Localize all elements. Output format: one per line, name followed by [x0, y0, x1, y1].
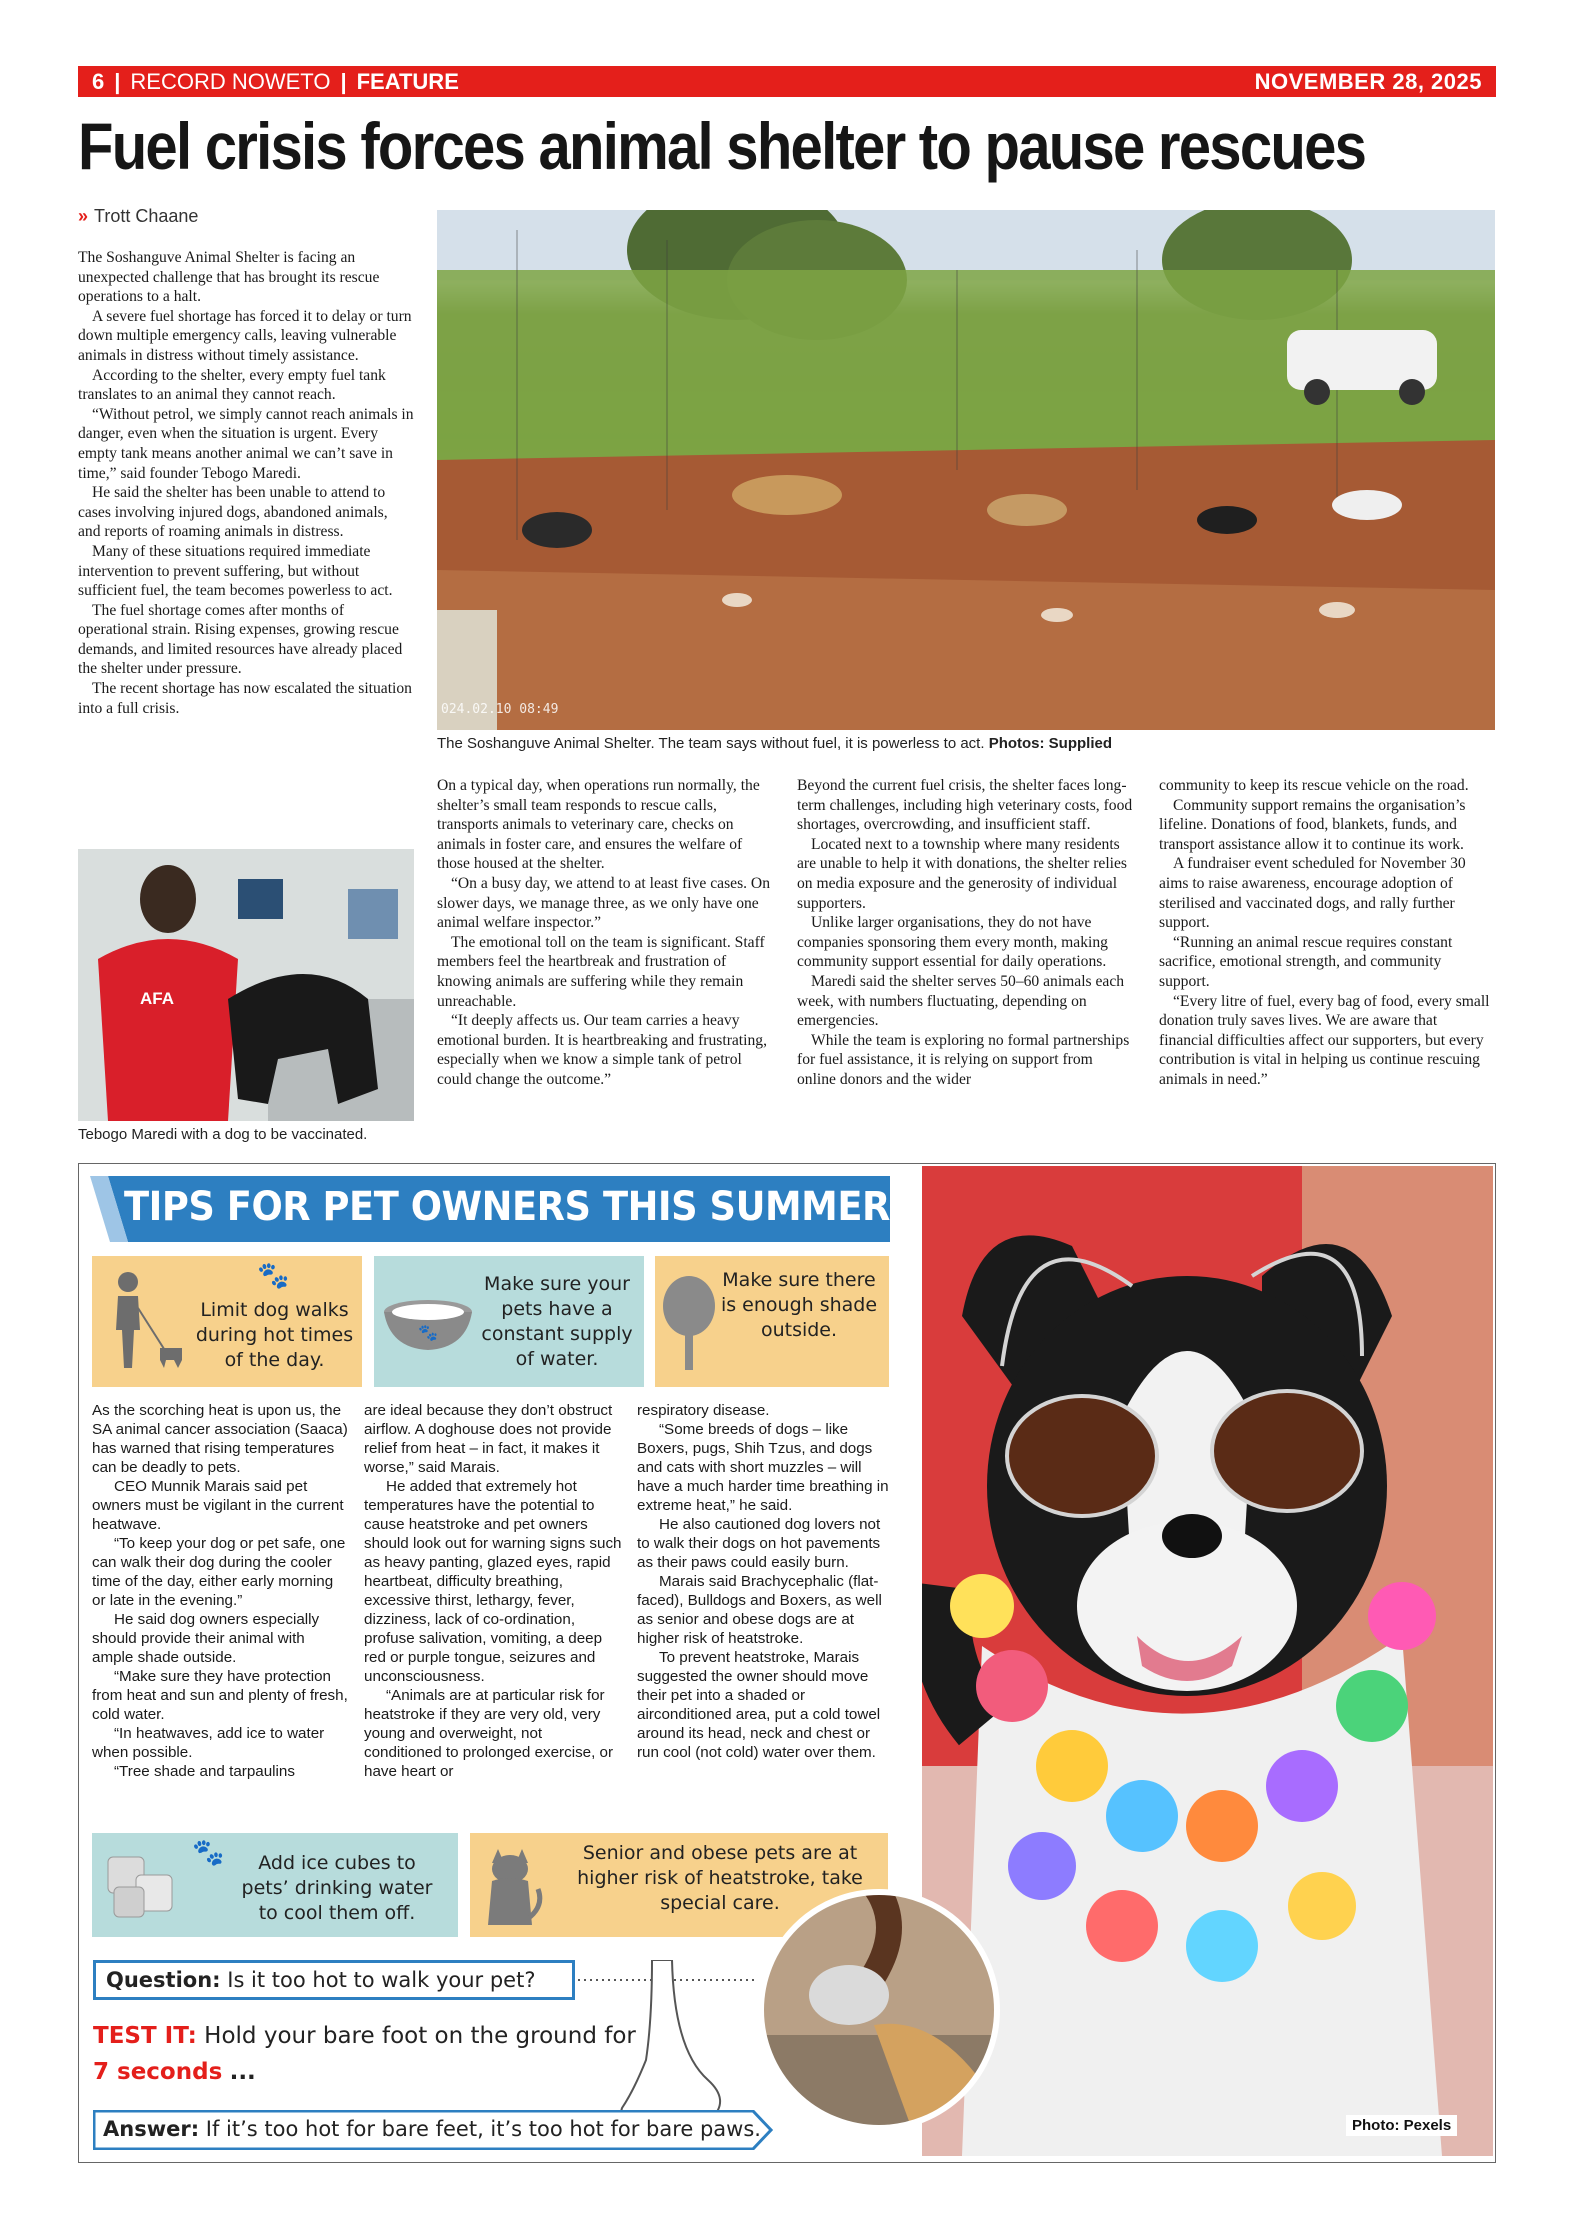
- photo-credit: Photos: Supplied: [988, 735, 1113, 752]
- paragraph: While the team is exploring no formal partnerships for fuel assistance, it is relying on support from online donors and the wider: [797, 1031, 1130, 1088]
- paragraph: “Every litre of fuel, every bag of food, every small donation truly saves lives. We are aware that financial difficulties affect our supporters, but every contribution is vital in helping us continue rescuing animals in need.”: [1159, 992, 1490, 1088]
- article-column-3: [797, 776, 1133, 1090]
- tip-card-shade: [655, 1256, 889, 1387]
- answer-label: Answer:: [103, 2117, 200, 2141]
- paragraph: He also cautioned dog lovers not to walk their dogs on hot pavements as their paws could easily burn.: [637, 1516, 881, 1571]
- article-column-4: [1159, 776, 1495, 1090]
- test-it-text: [93, 2018, 653, 2090]
- cat-icon: [484, 1845, 544, 1927]
- maredi-photo-caption: Tebogo Maredi with a dog to be vaccinated.: [78, 1126, 368, 1143]
- person-walking-dog-icon: [98, 1268, 188, 1378]
- tips-title: TIPS FOR PET OWNERS THIS SUMMER: [124, 1184, 890, 1230]
- tip-card-shade-text: Make sure there is enough shade outside.: [720, 1269, 878, 1341]
- page-number: 6: [92, 68, 105, 94]
- tips-column-3: [637, 1401, 895, 1762]
- shirt-logo-text: AFA: [140, 989, 174, 1008]
- tip-card-walks-text: Limit dog walks during hot times of the day.: [195, 1299, 354, 1371]
- paragraph: CEO Munnik Marais said pet owners must be vigilant in the current heatwave.: [92, 1478, 344, 1533]
- publication-name: RECORD NOWETO: [130, 68, 331, 94]
- tip-card-ice-text: Add ice cubes to pets’ drinking water to cool them off.: [241, 1852, 433, 1924]
- byline: [78, 206, 198, 227]
- article-column-2: [437, 776, 773, 1090]
- paragraph: The Soshanguve Animal Shelter is facing an unexpected challenge that has brought its rescue operations to a halt.: [78, 249, 380, 306]
- paragraph: “Tree shade and tarpaulins: [114, 1763, 295, 1780]
- paragraph: He added that extremely hot temperatures have the potential to cause heatstroke and pet owners should look out for warning signs such as heavy panting, glazed eyes, rapid heartbeat, difficulty breathing, excessive thirst, lethargy, fever, dizziness, lack of co-ordination, profuse salivation, vomiting, a deep red or purple tongue, seizures and unconsciousness.: [364, 1478, 622, 1685]
- paragraph: On a typical day, when operations run normally, the shelter’s small team responds to rescue calls, transports animals to veterinary care, checks on animals in foster care, and ensures the welfare of those housed at the shelter.: [437, 777, 760, 873]
- paragraph: “Some breeds of dogs – like Boxers, pugs, Shih Tzus, and dogs and cats with short muzzles – will have a much harder time breathing in extreme heat,” he said.: [637, 1421, 889, 1514]
- paragraph: community to keep its rescue vehicle on the road.: [1159, 777, 1469, 794]
- paragraph: respiratory disease.: [637, 1402, 770, 1419]
- paragraph: “It deeply affects us. Our team carries a heavy emotional burden. It is heartbreaking and frustrating, especially when we know a simple tank of petrol could change the outcome.”: [437, 1012, 767, 1088]
- dog-photo-credit: Photo: Pexels: [1346, 2115, 1457, 2136]
- dog-sunglasses-photo: [922, 1166, 1493, 2156]
- question-label: Question:: [106, 1968, 221, 1992]
- issue-date: NOVEMBER 28, 2025: [1254, 68, 1482, 94]
- paragraph: “On a busy day, we attend to at least five cases. On slower days, we manage three, as we only have one animal welfare inspector.”: [437, 874, 770, 932]
- section-header-bar: 6 | RECORD NOWETO | FEATURE NOVEMBER 28, 2025: [78, 66, 1496, 97]
- svg-text:🐾: 🐾: [418, 1323, 438, 1342]
- paragraph: Located next to a township where many residents are unable to help it with donations, the shelter relies on media exposure and the generosity of individual supporters.: [797, 835, 1127, 912]
- paragraph: Beyond the current fuel crisis, the shelter faces long-term challenges, including high veterinary costs, food shortages, overcrowding, and insufficient staff.: [797, 777, 1133, 834]
- paragraph: “In heatwaves, add ice to water when possible.: [92, 1725, 325, 1761]
- paragraph: According to the shelter, every empty fuel tank translates to an animal they cannot reach.: [78, 366, 386, 404]
- byline-arrows-icon: »: [78, 206, 89, 226]
- tip-card-senior-pets-text: Senior and obese pets are at higher risk of heatstroke, take special care.: [577, 1842, 863, 1914]
- test-it-instruction: Hold your bare foot on the ground for: [204, 2023, 636, 2049]
- paragraph: “To keep your dog or pet safe, one can walk their dog during the cooler time of the day, either early morning or late in the evening.”: [92, 1535, 346, 1609]
- tree-icon: [659, 1274, 719, 1374]
- author-name: Trott Chaane: [94, 206, 199, 226]
- dog-sunglasses-illustration: [922, 1166, 1493, 2156]
- paw-icon: 🐾: [257, 1261, 290, 1291]
- tip-card-walks: [92, 1256, 362, 1387]
- paragraph: Unlike larger organisations, they do not have companies sponsoring them every month, making community support essential for daily operations.: [797, 914, 1108, 971]
- tip-card-water-text: Make sure your pets have a constant supply of water.: [481, 1273, 633, 1370]
- paragraph: Many of these situations required immediate intervention to prevent suffering, but without sufficient fuel, the team becomes powerless to act.: [78, 542, 393, 600]
- shelter-photo-illustration: [437, 210, 1495, 730]
- tip-card-ice: [92, 1833, 458, 1937]
- maredi-photo-illustration: [78, 849, 414, 1121]
- answer-box: [93, 2110, 773, 2150]
- water-bowl-icon: [380, 1296, 476, 1356]
- paragraph: Marais said Brachycephalic (flat-faced), Bulldogs and Boxers, as well as senior and obese dogs are at higher risk of heatstroke.: [637, 1573, 882, 1647]
- paragraph: A fundraiser event scheduled for November 30 aims to raise awareness, encourage adoption of sterilised and vaccinated dogs, and rally further support.: [1159, 855, 1466, 932]
- test-it-seconds: 7 seconds: [93, 2059, 223, 2085]
- tips-column-1: [92, 1401, 350, 1781]
- maredi-photo: [78, 849, 414, 1121]
- paragraph: The emotional toll on the team is significant. Staff members feel the heartbreak and frustration of knowing animals are suffering while they remain unreachable.: [437, 933, 765, 1010]
- paragraph: As the scorching heat is upon us, the SA animal cancer association (Saaca) has warned that rising temperatures can be deadly to pets.: [92, 1402, 348, 1476]
- shelter-photo: [437, 210, 1495, 730]
- paw-icon: 🐾: [192, 1838, 225, 1868]
- paragraph: “Without petrol, we simply cannot reach animals in danger, even when the situation is urgent. Every empty tank means another animal we can’t save in time,” said founder Tebogo Maredi.: [78, 405, 414, 482]
- test-it-label: TEST IT:: [93, 2023, 197, 2049]
- photo-timestamp: 024.02.10 08:49: [441, 702, 559, 717]
- paragraph: The recent shortage has now escalated the situation into a full crisis.: [78, 680, 412, 717]
- paragraph: are ideal because they don’t obstruct airflow. A doghouse does not provide relief from heat – in fact, it makes it worse,” said Marais.: [364, 1402, 613, 1476]
- question-box: [93, 1960, 575, 2000]
- headline: Fuel crisis forces animal shelter to pause rescues: [78, 109, 1366, 183]
- tips-column-2: [364, 1401, 622, 1781]
- paragraph: The fuel shortage comes after months of operational strain. Rising expenses, growing rescue demands, and limited resources have already placed the shelter under pressure.: [78, 601, 403, 678]
- paw-hand-photo: [754, 1885, 1004, 2135]
- question-text: Is it too hot to walk your pet?: [227, 1968, 536, 1992]
- paragraph: Community support remains the organisation’s lifeline. Donations of food, blankets, funds, and transport assistance allow it to continue its work.: [1159, 796, 1466, 853]
- paragraph: “Make sure they have protection from heat and sun and plenty of fresh, cold water.: [92, 1668, 348, 1723]
- paragraph: He said the shelter has been unable to attend to cases involving injured dogs, abandoned animals, and reports of roaming animals in distress.: [78, 484, 388, 541]
- paragraph: He said dog owners especially should provide their animal with ample shade outside.: [92, 1611, 320, 1666]
- paragraph: To prevent heatstroke, Marais suggested the owner should move their pet into a shaded or airconditioned area, put a cold towel around its head, neck and chest or run cool (not cold) water over them.: [637, 1649, 881, 1761]
- section-name: FEATURE: [356, 68, 459, 94]
- ice-cubes-icon: [100, 1845, 190, 1925]
- test-it-ellipsis: ...: [229, 2059, 256, 2085]
- paragraph: Maredi said the shelter serves 50–60 animals each week, with numbers fluctuating, depending on emergencies.: [797, 972, 1125, 1030]
- paragraph: A severe fuel shortage has forced it to delay or turn down multiple emergency calls, leaving vulnerable animals in distress without timely assistance.: [78, 307, 412, 364]
- shelter-photo-caption: The Soshanguve Animal Shelter. The team says without fuel, it is powerless to act. Photos: Supplied: [437, 735, 1113, 752]
- article-column-1: [78, 248, 414, 718]
- tip-card-water: [374, 1256, 644, 1387]
- paragraph: “Running an animal rescue requires constant sacrifice, emotional strength, and community support.: [1159, 933, 1453, 990]
- paragraph: “Animals are at particular risk for heatstroke if they are very old, very young and overweight, not conditioned to prolonged exercise, or have heart or: [364, 1687, 614, 1780]
- answer-text: If it’s too hot for bare feet, it’s too hot for bare paws.: [205, 2117, 761, 2141]
